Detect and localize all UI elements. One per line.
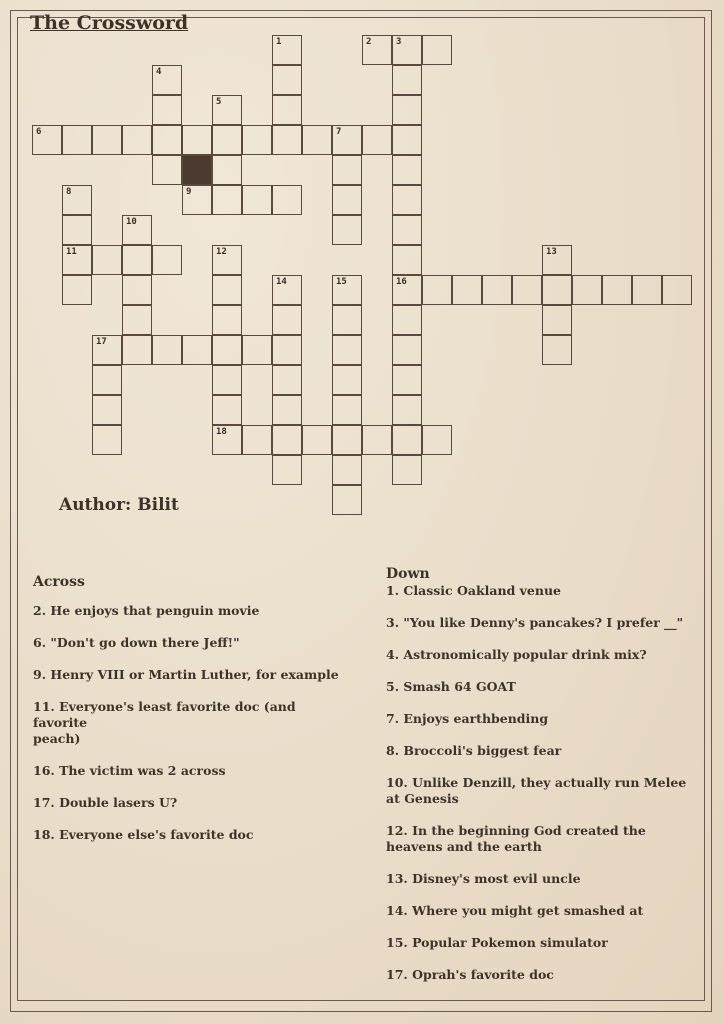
grid-cell[interactable] xyxy=(332,305,362,335)
grid-cell[interactable] xyxy=(302,125,332,155)
grid-cell[interactable] xyxy=(272,335,302,365)
grid-cell[interactable] xyxy=(392,125,422,155)
grid-cell[interactable] xyxy=(572,275,602,305)
grid-cell[interactable] xyxy=(542,305,572,335)
grid-cell[interactable] xyxy=(62,125,92,155)
grid-cell[interactable] xyxy=(122,275,152,305)
grid-cell[interactable] xyxy=(92,425,122,455)
down-clue: 14. Where you might get smashed at xyxy=(386,903,644,918)
across-heading: Across xyxy=(33,574,85,590)
down-clue: 15. Popular Pokemon simulator xyxy=(386,935,608,950)
grid-cell[interactable] xyxy=(392,305,422,335)
grid-cell[interactable] xyxy=(662,275,692,305)
grid-cell[interactable] xyxy=(122,215,152,245)
clue-number: 4 xyxy=(156,67,162,77)
grid-cell[interactable] xyxy=(182,185,212,215)
grid-cell[interactable] xyxy=(272,125,302,155)
grid-cell[interactable] xyxy=(212,155,242,185)
clue-number: 9 xyxy=(186,187,192,197)
grid-cell[interactable] xyxy=(62,215,92,245)
grid-cell[interactable] xyxy=(332,335,362,365)
grid-cell[interactable] xyxy=(272,455,302,485)
grid-cell[interactable] xyxy=(332,425,362,455)
grid-cell[interactable] xyxy=(212,125,242,155)
grid-cell[interactable] xyxy=(332,395,362,425)
grid-cell[interactable] xyxy=(332,215,362,245)
clue-number: 2 xyxy=(366,37,372,47)
grid-cell[interactable] xyxy=(512,275,542,305)
grid-cell[interactable] xyxy=(422,35,452,65)
grid-cell[interactable] xyxy=(212,425,242,455)
across-clue: 9. Henry VIII or Martin Luther, for example xyxy=(33,667,339,682)
grid-cell[interactable] xyxy=(92,395,122,425)
grid-cell[interactable] xyxy=(392,185,422,215)
down-clue: 7. Enjoys earthbending xyxy=(386,711,549,726)
grid-cell[interactable] xyxy=(542,245,572,275)
down-clues-column xyxy=(386,566,701,999)
grid-cell[interactable] xyxy=(122,125,152,155)
author-label: Author: Bilit xyxy=(59,495,179,515)
clue-number: 13 xyxy=(546,247,557,257)
grid-cell[interactable] xyxy=(212,305,242,335)
clue-number: 12 xyxy=(216,247,227,257)
grid-cell[interactable] xyxy=(632,275,662,305)
grid-cell[interactable] xyxy=(392,65,422,95)
down-clue: 4. Astronomically popular drink mix? xyxy=(386,647,647,662)
grid-cell[interactable] xyxy=(332,275,362,305)
grid-cell[interactable] xyxy=(212,275,242,305)
down-clue: 10. Unlike Denzill, they actually run Melee at Genesis xyxy=(386,775,687,806)
down-clue: 1. Classic Oakland venue xyxy=(386,583,562,598)
grid-cell[interactable] xyxy=(242,185,272,215)
page-title: The Crossword xyxy=(30,12,189,34)
across-clue: 16. The victim was 2 across xyxy=(33,763,226,778)
grid-cell[interactable] xyxy=(542,335,572,365)
grid-cell[interactable] xyxy=(92,365,122,395)
grid-cell[interactable] xyxy=(362,125,392,155)
grid-cell[interactable] xyxy=(452,275,482,305)
grid-cell[interactable] xyxy=(122,335,152,365)
grid-cell[interactable] xyxy=(272,395,302,425)
down-clue: 12. In the beginning God created the heavens and the earth xyxy=(386,823,646,854)
clue-number: 11 xyxy=(66,247,77,257)
grid-cell[interactable] xyxy=(152,65,182,95)
across-clue: 11. Everyone's least favorite doc (and favorite peach) xyxy=(33,699,296,746)
clue-number: 3 xyxy=(396,37,402,47)
grid-cell[interactable] xyxy=(212,185,242,215)
grid-cell[interactable] xyxy=(422,425,452,455)
grid-cell[interactable] xyxy=(212,395,242,425)
across-clue: 17. Double lasers U? xyxy=(33,795,178,810)
down-clue: 5. Smash 64 GOAT xyxy=(386,679,516,694)
grid-cell[interactable] xyxy=(212,335,242,365)
grid-cell[interactable] xyxy=(242,425,272,455)
clue-number: 18 xyxy=(216,427,227,437)
down-clue: 13. Disney's most evil uncle xyxy=(386,871,581,886)
grid-cell[interactable] xyxy=(92,335,122,365)
grid-cell[interactable] xyxy=(152,335,182,365)
grid-cell[interactable] xyxy=(272,185,302,215)
grid-cell[interactable] xyxy=(362,425,392,455)
grid-cell[interactable] xyxy=(92,125,122,155)
grid-cell[interactable] xyxy=(92,245,122,275)
grid-cell[interactable] xyxy=(602,275,632,305)
grid-cell[interactable] xyxy=(272,365,302,395)
grid-black-cell xyxy=(182,155,212,185)
grid-cell[interactable] xyxy=(482,275,512,305)
grid-cell[interactable] xyxy=(272,305,302,335)
across-clues-column xyxy=(33,574,348,859)
clue-number: 17 xyxy=(96,337,107,347)
grid-cell[interactable] xyxy=(272,65,302,95)
grid-cell[interactable] xyxy=(332,365,362,395)
grid-cell[interactable] xyxy=(392,215,422,245)
clue-number: 15 xyxy=(336,277,347,287)
grid-cell[interactable] xyxy=(302,425,332,455)
grid-cell[interactable] xyxy=(392,335,422,365)
grid-cell[interactable] xyxy=(332,125,362,155)
grid-cell[interactable] xyxy=(212,95,242,125)
grid-cell[interactable] xyxy=(392,155,422,185)
clue-number: 16 xyxy=(396,277,407,287)
grid-cell[interactable] xyxy=(392,455,422,485)
clue-number: 5 xyxy=(216,97,222,107)
grid-cell[interactable] xyxy=(362,35,392,65)
across-clue: 6. "Don't go down there Jeff!" xyxy=(33,635,240,650)
grid-cell[interactable] xyxy=(212,365,242,395)
grid-cell[interactable] xyxy=(392,425,422,455)
grid-cell[interactable] xyxy=(392,95,422,125)
grid-cell[interactable] xyxy=(392,395,422,425)
grid-cell[interactable] xyxy=(182,335,212,365)
grid-cell[interactable] xyxy=(422,275,452,305)
grid-cell[interactable] xyxy=(62,275,92,305)
clue-number: 7 xyxy=(336,127,342,137)
grid-cell[interactable] xyxy=(272,425,302,455)
clue-number: 10 xyxy=(126,217,137,227)
grid-cell[interactable] xyxy=(32,125,62,155)
grid-cell[interactable] xyxy=(152,125,182,155)
grid-cell[interactable] xyxy=(392,275,422,305)
down-clue: 17. Oprah's favorite doc xyxy=(386,967,554,982)
across-clue: 2. He enjoys that penguin movie xyxy=(33,603,260,618)
grid-cell[interactable] xyxy=(152,95,182,125)
grid-cell[interactable] xyxy=(182,125,212,155)
grid-cell[interactable] xyxy=(62,245,92,275)
clue-number: 1 xyxy=(276,37,282,47)
down-heading: Down xyxy=(386,566,430,582)
grid-cell[interactable] xyxy=(392,35,422,65)
grid-cell[interactable] xyxy=(242,335,272,365)
grid-cell[interactable] xyxy=(122,305,152,335)
grid-cell[interactable] xyxy=(332,485,362,515)
grid-cell[interactable] xyxy=(332,155,362,185)
grid-cell[interactable] xyxy=(242,125,272,155)
grid-cell[interactable] xyxy=(392,245,422,275)
across-clue: 18. Everyone else's favorite doc xyxy=(33,827,254,842)
clue-number: 6 xyxy=(36,127,42,137)
grid-cell[interactable] xyxy=(332,185,362,215)
grid-cell[interactable] xyxy=(332,455,362,485)
down-clue: 3. "You like Denny's pancakes? I prefer __" xyxy=(386,615,684,630)
down-clue: 8. Broccoli's biggest fear xyxy=(386,743,562,758)
grid-cell[interactable] xyxy=(122,245,152,275)
grid-cell[interactable] xyxy=(272,95,302,125)
grid-cell[interactable] xyxy=(62,185,92,215)
grid-cell[interactable] xyxy=(152,245,182,275)
grid-cell[interactable] xyxy=(542,275,572,305)
clue-number: 14 xyxy=(276,277,287,287)
grid-cell[interactable] xyxy=(272,275,302,305)
clue-number: 8 xyxy=(66,187,72,197)
grid-cell[interactable] xyxy=(212,245,242,275)
grid-cell[interactable] xyxy=(272,35,302,65)
grid-cell[interactable] xyxy=(392,365,422,395)
grid-cell[interactable] xyxy=(152,155,182,185)
